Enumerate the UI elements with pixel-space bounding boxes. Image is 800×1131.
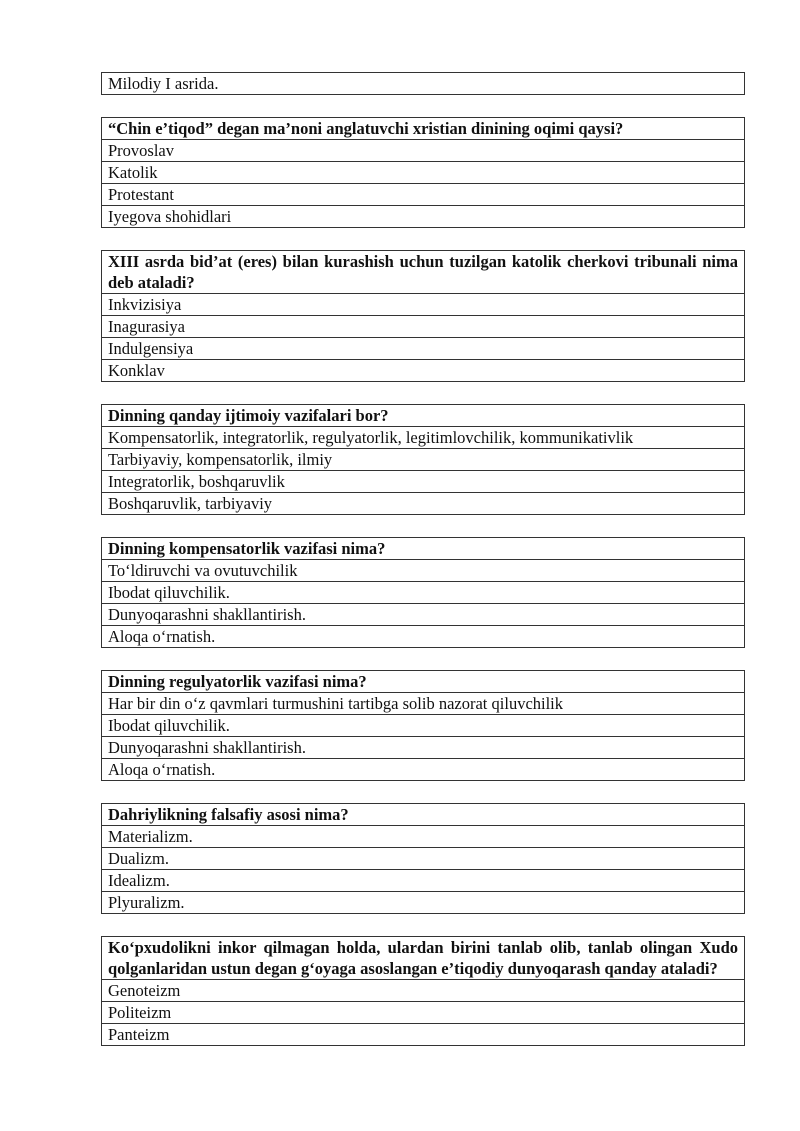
option-text: Inkvizisiya bbox=[102, 294, 745, 316]
option-text: To‘ldiruvchi va ovutuvchilik bbox=[102, 560, 745, 582]
option-row bbox=[102, 493, 745, 515]
option-row bbox=[102, 206, 745, 228]
option-text: Aloqa o‘rnatish. bbox=[102, 759, 745, 781]
option-row bbox=[102, 826, 745, 848]
option-text: Katolik bbox=[102, 162, 745, 184]
option-text: Boshqaruvlik, tarbiyaviy bbox=[102, 493, 745, 515]
option-text: Dualizm. bbox=[102, 848, 745, 870]
question-row bbox=[102, 937, 745, 980]
option-text: Milodiy I asrida. bbox=[102, 73, 745, 95]
option-row bbox=[102, 604, 745, 626]
option-text: Politeizm bbox=[102, 1002, 745, 1024]
option-text: Kompensatorlik, integratorlik, regulyatorlik, legitimlovchilik, kommunikativlik bbox=[102, 427, 745, 449]
question-text: “Chin e’tiqod” degan ma’noni anglatuvchi xristian dinining oqimi qaysi? bbox=[102, 118, 745, 140]
question-text: Dinning regulyatorlik vazifasi nima? bbox=[102, 671, 745, 693]
question-text: Dahriylikning falsafiy asosi nima? bbox=[102, 804, 745, 826]
option-row bbox=[102, 892, 745, 914]
option-row bbox=[102, 73, 745, 95]
answer-table-continued bbox=[101, 72, 745, 95]
option-text: Konklav bbox=[102, 360, 745, 382]
option-text: Provoslav bbox=[102, 140, 745, 162]
option-text: Tarbiyaviy, kompensatorlik, ilmiy bbox=[102, 449, 745, 471]
option-row bbox=[102, 582, 745, 604]
option-row bbox=[102, 471, 745, 493]
question-table-6 bbox=[101, 803, 745, 914]
option-row bbox=[102, 560, 745, 582]
option-row bbox=[102, 1002, 745, 1024]
option-row bbox=[102, 360, 745, 382]
option-row bbox=[102, 316, 745, 338]
option-row bbox=[102, 870, 745, 892]
option-text: Har bir din o‘z qavmlari turmushini tartibga solib nazorat qiluvchilik bbox=[102, 693, 745, 715]
question-row bbox=[102, 804, 745, 826]
option-text: Dunyoqarashni shakllantirish. bbox=[102, 737, 745, 759]
option-text: Inagurasiya bbox=[102, 316, 745, 338]
question-row bbox=[102, 251, 745, 294]
option-text: Protestant bbox=[102, 184, 745, 206]
option-row bbox=[102, 184, 745, 206]
option-text: Aloqa o‘rnatish. bbox=[102, 626, 745, 648]
option-row bbox=[102, 140, 745, 162]
question-table-5 bbox=[101, 670, 745, 781]
question-table-3 bbox=[101, 404, 745, 515]
option-text: Ibodat qiluvchilik. bbox=[102, 582, 745, 604]
question-table-7 bbox=[101, 936, 745, 1046]
option-text: Integratorlik, boshqaruvlik bbox=[102, 471, 745, 493]
question-row bbox=[102, 538, 745, 560]
question-row bbox=[102, 405, 745, 427]
question-table-1 bbox=[101, 117, 745, 228]
option-row bbox=[102, 759, 745, 781]
question-row bbox=[102, 118, 745, 140]
question-row bbox=[102, 671, 745, 693]
option-text: Ibodat qiluvchilik. bbox=[102, 715, 745, 737]
option-text: Idealizm. bbox=[102, 870, 745, 892]
option-text: Dunyoqarashni shakllantirish. bbox=[102, 604, 745, 626]
option-row bbox=[102, 427, 745, 449]
option-text: Plyuralizm. bbox=[102, 892, 745, 914]
question-text: Ko‘pxudolikni inkor qilmagan holda, ulardan birini tanlab olib, tanlab olingan Xudo qolganlaridan ustun degan g‘oyaga asoslangan e’tiqodiy dunyoqarash qanday ataladi? bbox=[102, 937, 745, 980]
option-row bbox=[102, 715, 745, 737]
document-page bbox=[101, 72, 745, 1068]
option-row bbox=[102, 294, 745, 316]
option-row bbox=[102, 693, 745, 715]
option-text: Genoteizm bbox=[102, 980, 745, 1002]
option-row bbox=[102, 737, 745, 759]
option-text: Iyegova shohidlari bbox=[102, 206, 745, 228]
question-text: Dinning kompensatorlik vazifasi nima? bbox=[102, 538, 745, 560]
option-row bbox=[102, 848, 745, 870]
option-row bbox=[102, 449, 745, 471]
option-text: Materializm. bbox=[102, 826, 745, 848]
question-table-4 bbox=[101, 537, 745, 648]
option-row bbox=[102, 626, 745, 648]
option-row bbox=[102, 980, 745, 1002]
option-row bbox=[102, 338, 745, 360]
question-table-2 bbox=[101, 250, 745, 382]
option-text: Indulgensiya bbox=[102, 338, 745, 360]
question-text: Dinning qanday ijtimoiy vazifalari bor? bbox=[102, 405, 745, 427]
option-text: Panteizm bbox=[102, 1024, 745, 1046]
option-row bbox=[102, 1024, 745, 1046]
question-text: XIII asrda bid’at (eres) bilan kurashish uchun tuzilgan katolik cherkovi tribunali nima deb ataladi? bbox=[102, 251, 745, 294]
option-row bbox=[102, 162, 745, 184]
